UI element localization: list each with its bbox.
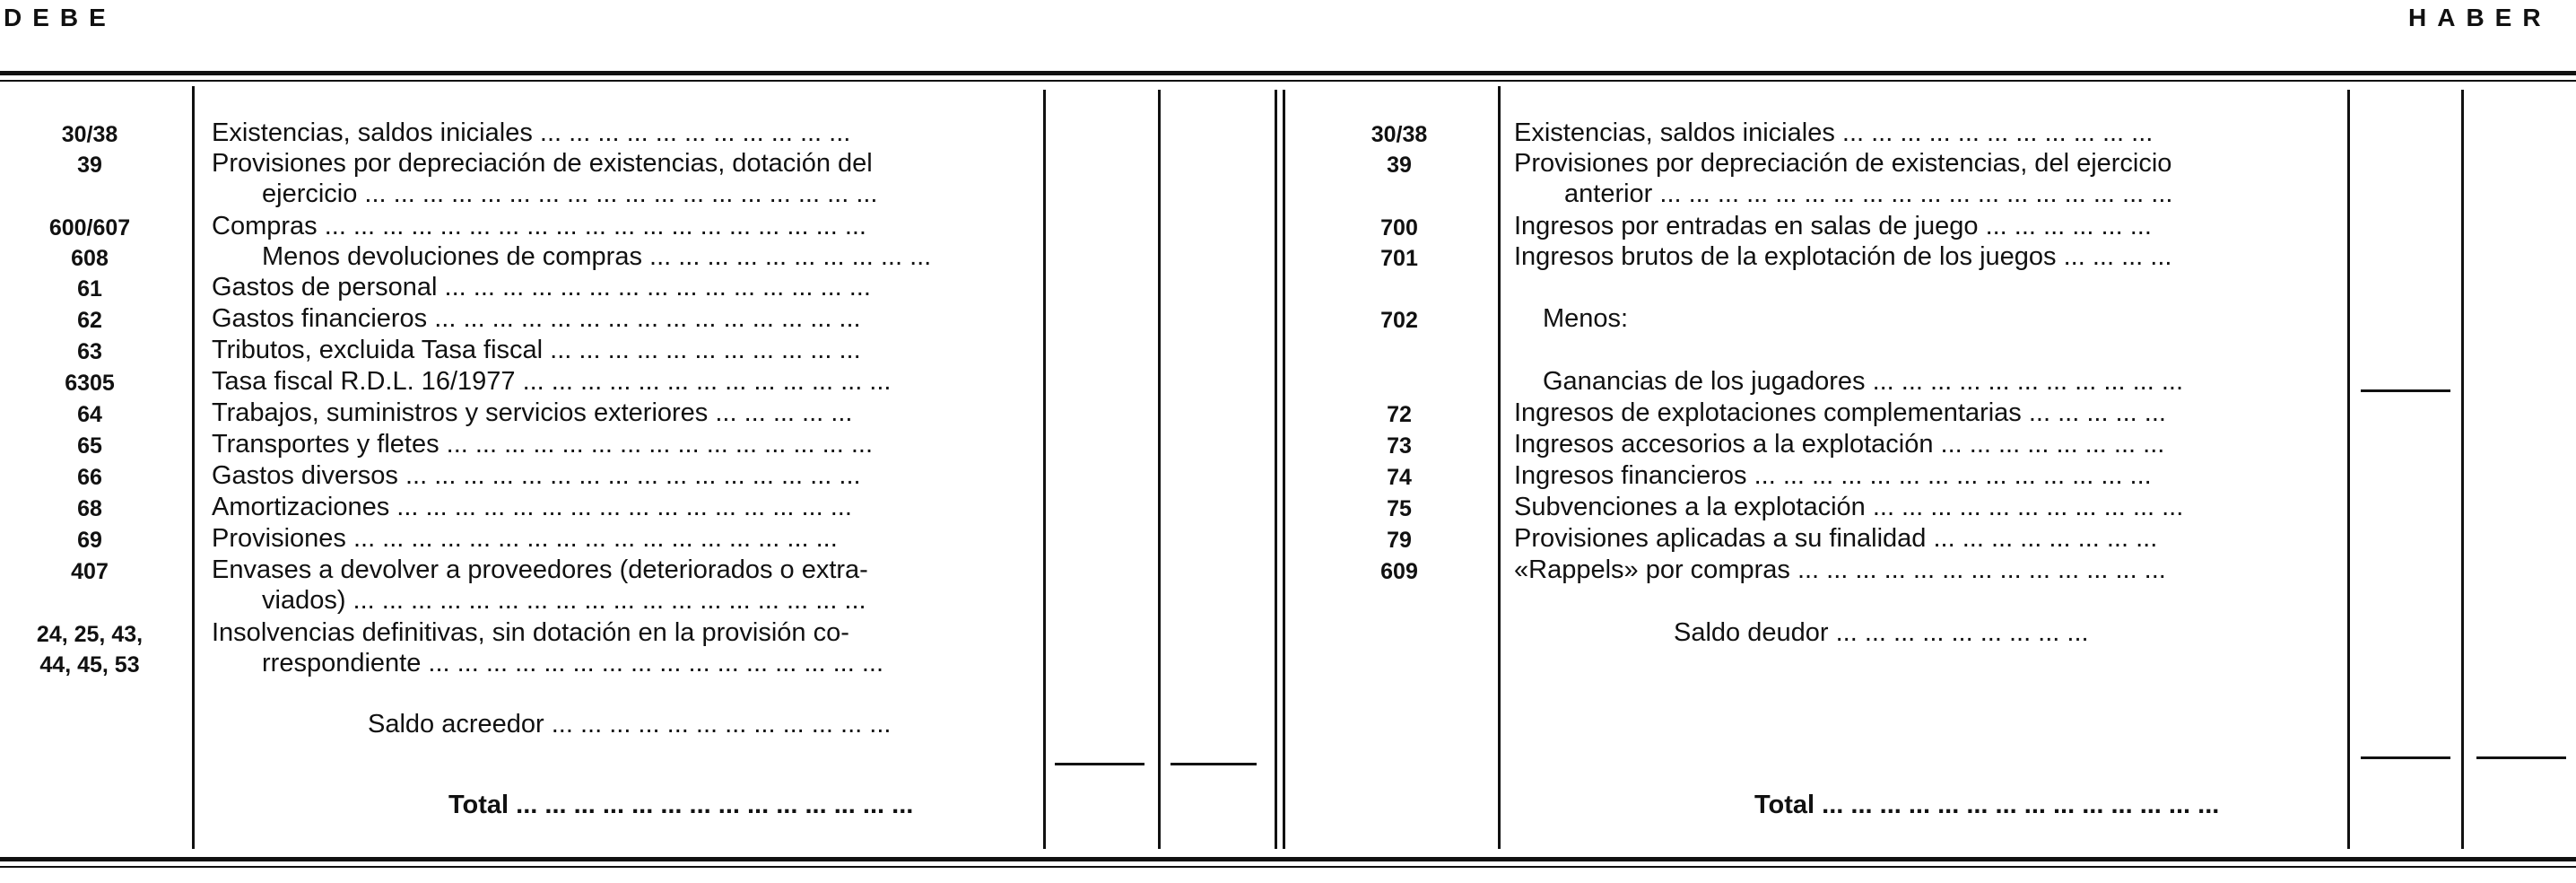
haber-code: 75 bbox=[1387, 496, 1412, 521]
debe-code: 24, 25, 43, 44, 45, 53 bbox=[36, 622, 144, 678]
debe-code: 64 bbox=[77, 402, 102, 427]
debe-subtotal-rule-2 bbox=[1171, 763, 1257, 765]
haber-amount1-right bbox=[2461, 90, 2464, 849]
haber-code: 700 bbox=[1380, 215, 1418, 240]
debe-code: 608 bbox=[71, 246, 109, 271]
center-divider-b bbox=[1283, 90, 1285, 849]
haber-subtotal-rule-1 bbox=[2361, 756, 2450, 759]
haber-line: Existencias, saldos iniciales ... ... ... ... ... ... ... ... ... ... ... bbox=[1514, 118, 2154, 147]
haber-code: 74 bbox=[1387, 465, 1412, 490]
haber-code: 701 bbox=[1380, 246, 1418, 271]
haber-saldo-deudor: Saldo deudor ... ... ... ... ... ... ... ... ... bbox=[1674, 618, 2089, 647]
debe-line: Insolvencias definitivas, sin dotación en la provisión co- bbox=[212, 618, 849, 647]
debe-code: 63 bbox=[77, 339, 102, 364]
haber-line: Ingresos por entradas en salas de juego ... ... ... ... ... ... bbox=[1514, 212, 2152, 240]
haber-line: Ingresos accesorios a la explotación ... ... ... ... ... ... ... ... bbox=[1514, 430, 2165, 459]
haber-code: 79 bbox=[1387, 528, 1412, 553]
debe-line-cont: ejercicio ... ... ... ... ... ... ... ... ... ... ... ... ... ... ... ... ... ... bbox=[262, 179, 878, 208]
debe-line: Gastos de personal ... ... ... ... ... ... ... ... ... ... ... ... ... ... ... bbox=[212, 273, 871, 302]
debe-line: Amortizaciones ... ... ... ... ... ... ... ... ... ... ... ... ... ... ... ... bbox=[212, 493, 852, 521]
haber-code: 30/38 bbox=[1371, 122, 1428, 147]
debe-line: Trabajos, suministros y servicios exteriores ... ... ... ... ... bbox=[212, 398, 853, 427]
haber-code: 609 bbox=[1380, 559, 1418, 584]
debe-subtotal-rule-1 bbox=[1055, 763, 1144, 765]
haber-code: 39 bbox=[1387, 153, 1412, 178]
debe-code: 61 bbox=[77, 276, 102, 302]
debe-line: Tasa fiscal R.D.L. 16/1977 ... ... ... ... ... ... ... ... ... ... ... ... ... bbox=[212, 367, 892, 396]
debe-code: 6305 bbox=[65, 371, 115, 396]
bottom-rule-thin bbox=[0, 866, 2576, 868]
debe-line: Existencias, saldos iniciales ... ... ... ... ... ... ... ... ... ... ... bbox=[212, 118, 851, 147]
haber-line: Provisiones aplicadas a su finalidad ... ... ... ... ... ... ... ... bbox=[1514, 524, 2158, 553]
haber-line: Ingresos brutos de la explotación de los juegos ... ... ... ... bbox=[1514, 242, 2172, 271]
debe-line: Compras ... ... ... ... ... ... ... ... ... ... ... ... ... ... ... ... ... ... ... bbox=[212, 212, 866, 240]
haber-line-cont: anterior ... ... ... ... ... ... ... ... ... ... ... ... ... ... ... ... ... ... bbox=[1564, 179, 2173, 208]
debe-code: 407 bbox=[71, 559, 109, 584]
debe-line-cont: viados) ... ... ... ... ... ... ... ... ... ... ... ... ... ... ... ... ... ... bbox=[262, 586, 866, 615]
haber-line: Subvenciones a la explotación ... ... ... ... ... ... ... ... ... ... ... bbox=[1514, 493, 2184, 521]
haber-subtotal-rule-2 bbox=[2476, 756, 2566, 759]
debe-code: 62 bbox=[77, 308, 102, 333]
debe-saldo-acreedor: Saldo acreedor ... ... ... ... ... ... ... ... ... ... ... ... bbox=[368, 710, 892, 739]
debe-code-divider bbox=[192, 86, 195, 849]
haber-code: 72 bbox=[1387, 402, 1412, 427]
debe-code: 39 bbox=[77, 153, 102, 178]
debe-code: 30/38 bbox=[61, 122, 118, 147]
debe-line: Envases a devolver a proveedores (deteriorados o extra- bbox=[212, 555, 868, 584]
haber-line: Ingresos de explotaciones complementarias ... ... ... ... ... bbox=[1514, 398, 2166, 427]
haber-code: 702 bbox=[1380, 308, 1418, 333]
haber-code-divider bbox=[1498, 86, 1501, 849]
debe-heading: DEBE bbox=[4, 4, 117, 31]
debe-amount1-right bbox=[1158, 90, 1161, 849]
haber-amount1-left bbox=[2347, 90, 2350, 849]
bottom-rule-thick bbox=[0, 857, 2576, 861]
top-rule-thick bbox=[0, 71, 2576, 75]
center-divider-a bbox=[1275, 90, 1277, 849]
debe-line: Gastos financieros ... ... ... ... ... ... ... ... ... ... ... ... ... ... ... bbox=[212, 304, 861, 333]
haber-code: 73 bbox=[1387, 433, 1412, 459]
debe-line: Transportes y fletes ... ... ... ... ... ... ... ... ... ... ... ... ... ... ... bbox=[212, 430, 874, 459]
top-rule-thin bbox=[0, 80, 2576, 82]
debe-code: 65 bbox=[77, 433, 102, 459]
debe-line-cont: rrespondiente ... ... ... ... ... ... ... ... ... ... ... ... ... ... ... ... bbox=[262, 649, 883, 678]
debe-code: 600/607 bbox=[48, 215, 131, 240]
haber-line-indented: Ganancias de los jugadores ... ... ... ... ... ... ... ... ... ... ... bbox=[1543, 367, 2184, 396]
debe-line: Tributos, excluida Tasa fiscal ... ... ... ... ... ... ... ... ... ... ... bbox=[212, 336, 861, 364]
haber-line: Ingresos financieros ... ... ... ... ... ... ... ... ... ... ... ... ... ... bbox=[1514, 461, 2152, 490]
debe-total: Total ... ... ... ... ... ... ... ... ... ... ... ... ... ... bbox=[448, 791, 914, 819]
debe-line: Gastos diversos ... ... ... ... ... ... ... ... ... ... ... ... ... ... ... ... bbox=[212, 461, 861, 490]
haber-menos-label: Menos: bbox=[1543, 304, 1629, 333]
debe-line-indented: Menos devoluciones de compras ... ... ... ... ... ... ... ... ... ... bbox=[262, 242, 932, 271]
debe-amount1-left bbox=[1043, 90, 1046, 849]
haber-line: Provisiones por depreciación de existencias, del ejercicio bbox=[1514, 149, 2172, 178]
haber-gain-rule bbox=[2361, 389, 2450, 392]
haber-line: «Rappels» por compras ... ... ... ... ... ... ... ... ... ... ... ... ... bbox=[1514, 555, 2166, 584]
haber-heading: HABER bbox=[2408, 4, 2552, 31]
debe-code: 68 bbox=[77, 496, 102, 521]
debe-line: Provisiones ... ... ... ... ... ... ... ... ... ... ... ... ... ... ... ... ... bbox=[212, 524, 838, 553]
debe-code: 66 bbox=[77, 465, 102, 490]
haber-total: Total ... ... ... ... ... ... ... ... ... ... ... ... ... ... bbox=[1754, 791, 2220, 819]
debe-code: 69 bbox=[77, 528, 102, 553]
debe-line: Provisiones por depreciación de existencias, dotación del bbox=[212, 149, 873, 178]
